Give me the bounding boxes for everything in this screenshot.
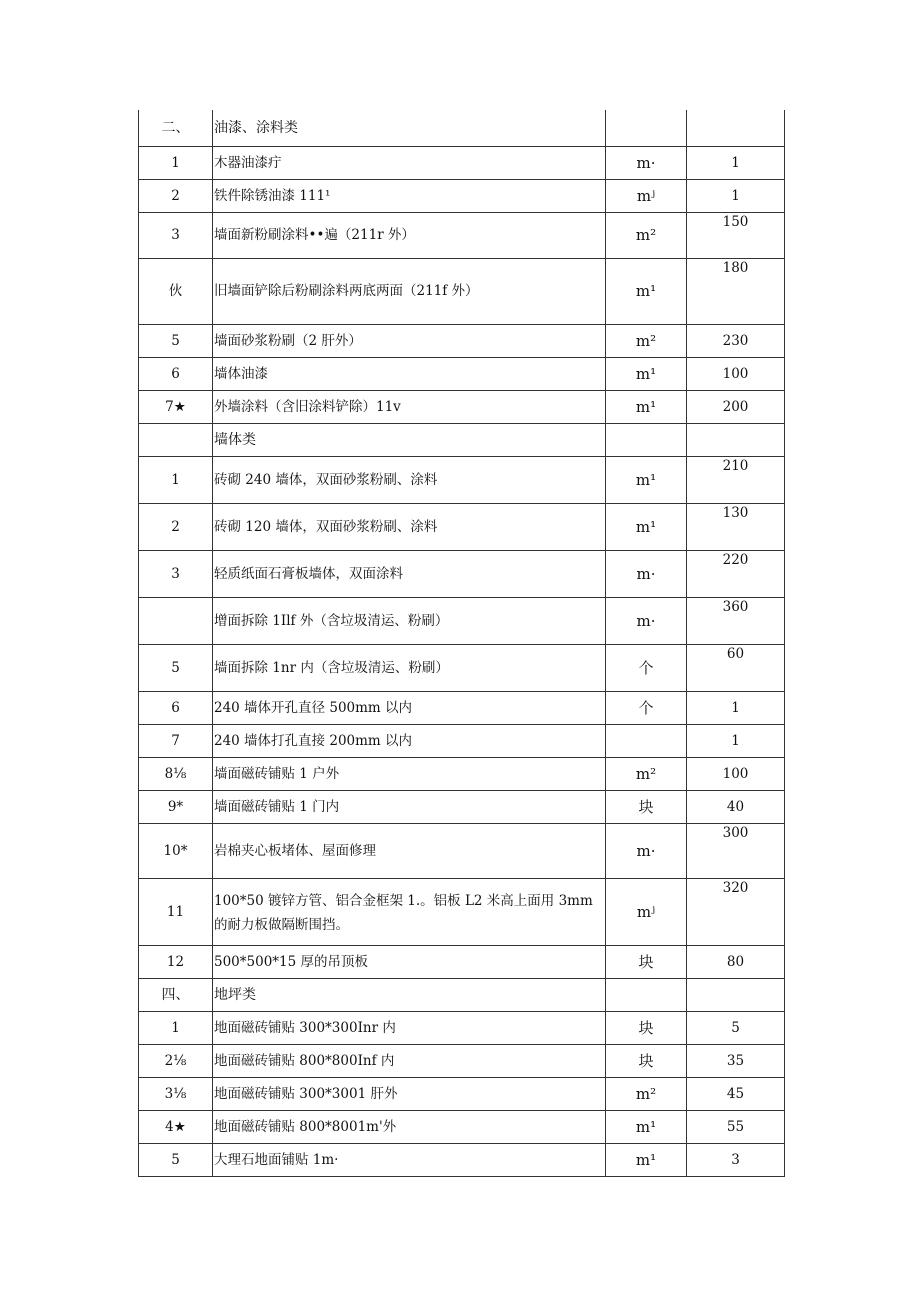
item-quantity-text: 1 [731,699,740,716]
item-description-text: 墙面磁砖铺贴 1 门内 [214,798,340,815]
item-quantity-text: 320 [722,879,749,896]
item-number-text: 5 [171,1151,180,1168]
item-description-text: 墙体类 [214,431,256,448]
item-description [213,691,606,724]
item-number-text: 8⅛ [164,765,187,782]
item-unit [606,878,687,945]
item-quantity [687,823,785,878]
item-quantity-text: 200 [722,398,749,415]
item-unit-text: 个 [638,698,654,717]
item-number-text: 1 [171,471,180,488]
item-number [139,644,213,691]
item-unit-text: mʲ [636,186,656,205]
item-description [213,212,606,258]
item-unit-text: m¹ [635,1117,657,1136]
item-description [213,1110,606,1143]
item-unit [606,110,687,146]
item-quantity [687,945,785,978]
table-row [139,423,785,456]
item-quantity [687,757,785,790]
item-description [213,644,606,691]
item-unit-text: m· [636,564,656,583]
item-description-text: 地坪类 [214,986,256,1003]
table-row [139,790,785,823]
item-number-text: 1 [171,154,180,171]
item-unit [606,1143,687,1176]
table-row [139,503,785,550]
item-description-text: 油漆、涂料类 [214,119,298,136]
item-number [139,550,213,597]
item-description-text: 铁件除锈油漆 111¹ [214,187,331,204]
item-number-text: 1 [171,1019,180,1036]
item-description-text: 墙面磁砖铺贴 1 户外 [214,765,340,782]
item-quantity [687,878,785,945]
item-quantity [687,1077,785,1110]
item-description-text: 500*500*15 厚的吊顶板 [214,953,369,970]
item-unit-text: m² [635,226,657,244]
item-description-text: 旧墙面铲除后粉刷涂料两底两面（211f 外） [214,283,479,299]
item-unit [606,212,687,258]
item-quantity [687,724,785,757]
table-row [139,978,785,1011]
item-unit [606,644,687,691]
item-description-text: 100*50 镀锌方管、铝合金框架 1.。铝板 L2 米高上面用 3mm 的耐力板做隔断围挡。 [214,892,593,933]
item-number [139,179,213,212]
table-row [139,212,785,258]
item-quantity-text: 150 [722,213,749,230]
item-number [139,258,213,324]
item-description-text: 墙面新粉刷涂料••遍（211r 外） [214,227,415,243]
item-quantity-text: 1 [731,187,740,204]
item-description-text: 外墙涂料（含旧涂料铲除）11v [214,398,401,415]
item-number [139,110,213,146]
item-description-text: 地面磁砖铺贴 800*8001m'外 [214,1118,397,1135]
item-description [213,1011,606,1044]
item-quantity-text: 130 [722,504,749,521]
table-row [139,757,785,790]
item-quantity [687,790,785,823]
item-number-text: 2 [171,187,180,204]
item-description [213,423,606,456]
table-row [139,146,785,179]
item-number-text: 3 [171,565,180,582]
item-number [139,790,213,823]
item-quantity [687,550,785,597]
item-number [139,878,213,945]
item-description-text: 大理石地面铺贴 1m· [214,1151,339,1168]
item-number-text: 5 [171,332,180,349]
item-unit [606,1110,687,1143]
item-unit-text: m· [636,841,656,860]
item-unit [606,597,687,644]
item-quantity-text: 100 [722,365,749,382]
item-number [139,456,213,503]
item-quantity-text: 220 [722,551,749,568]
item-number-text: 12 [166,953,185,970]
item-quantity [687,1110,785,1143]
table-body [139,110,785,1176]
table-row [139,456,785,503]
item-number [139,146,213,179]
item-number-text: 3⅛ [164,1085,187,1102]
item-description [213,258,606,324]
item-number-text: 5 [171,659,180,676]
table-row [139,550,785,597]
item-unit-text: 块 [638,1018,654,1037]
item-unit-text: m· [636,611,656,630]
item-unit-text: 块 [638,952,654,971]
item-unit [606,390,687,423]
table-row [139,724,785,757]
item-number [139,691,213,724]
quantity-table [138,110,785,1177]
item-description-text: 木器油漆疔 [214,154,282,171]
table-row [139,878,785,945]
item-unit [606,503,687,550]
table-row [139,179,785,212]
item-number-text: 7 [171,732,180,749]
item-unit-text: m¹ [635,397,657,416]
item-description [213,390,606,423]
table-row [139,1044,785,1077]
item-number [139,1011,213,1044]
item-description-text: 地面磁砖铺贴 800*800Inf 内 [214,1052,395,1069]
item-description-text: 240 墙体开孔直径 500mm 以内 [214,699,413,716]
item-description [213,1044,606,1077]
item-number [139,1143,213,1176]
item-number [139,357,213,390]
item-quantity [687,503,785,550]
item-quantity [687,212,785,258]
item-quantity-text: 1 [731,732,740,749]
item-unit [606,1077,687,1110]
item-unit-text: m¹ [635,1150,657,1169]
item-quantity [687,456,785,503]
item-description [213,324,606,357]
item-number [139,724,213,757]
item-quantity-text: 300 [722,824,749,841]
item-number [139,823,213,878]
item-number [139,390,213,423]
item-unit [606,456,687,503]
item-unit-text: 块 [638,797,654,816]
item-unit-text: m¹ [635,364,657,383]
item-unit [606,550,687,597]
item-description [213,945,606,978]
item-unit [606,146,687,179]
item-description-text: 砖砌 240 墙体，双面砂浆粉刷、涂料 [214,471,438,488]
item-quantity-text: 210 [722,457,749,474]
item-quantity-text: 80 [726,953,745,970]
item-unit-text: m² [635,331,657,350]
item-quantity-text: 100 [722,765,749,782]
item-quantity [687,324,785,357]
item-unit [606,258,687,324]
table-row [139,823,785,878]
item-description-text: 轻质纸面石膏板墙体，双面涂料 [214,565,403,582]
item-unit [606,945,687,978]
table-row [139,644,785,691]
item-unit [606,1011,687,1044]
item-quantity [687,1143,785,1176]
item-number-text: 6 [171,699,180,716]
item-quantity [687,644,785,691]
table-row [139,258,785,324]
item-quantity-text: 60 [726,645,745,662]
item-number [139,212,213,258]
item-quantity-text: 230 [722,332,749,349]
item-description-text: 240 墙体打孔直接 200mm 以内 [214,732,413,749]
item-quantity [687,1011,785,1044]
item-number-text: 二、 [161,119,190,136]
item-number [139,757,213,790]
item-description [213,357,606,390]
item-description-text: 增面拆除 1Ilf 外（含垃圾清运、粉刷） [214,612,449,629]
item-quantity-text: 180 [722,259,749,276]
item-description [213,724,606,757]
item-quantity [687,978,785,1011]
item-description-text: 砖砌 120 墙体，双面砂浆粉刷、涂料 [214,518,438,535]
item-number-text: 3 [171,227,180,243]
item-quantity [687,179,785,212]
item-quantity [687,258,785,324]
item-unit-text: mʲ [636,902,656,921]
item-quantity [687,423,785,456]
item-quantity [687,390,785,423]
table-row [139,1143,785,1176]
item-quantity-text: 360 [722,598,749,615]
item-number [139,324,213,357]
item-number-text: 9* [167,798,184,815]
item-description [213,597,606,644]
item-number-text: 10* [163,842,188,859]
table-row [139,945,785,978]
item-number-text: 4★ [165,1118,186,1135]
item-description-text: 岩棉夹心板堵体、屋面修理 [214,842,376,859]
item-description [213,878,606,945]
item-number [139,945,213,978]
item-quantity [687,146,785,179]
item-description [213,1077,606,1110]
item-description [213,978,606,1011]
item-number-text: 6 [171,365,180,382]
item-quantity [687,691,785,724]
item-number [139,503,213,550]
item-number-text: 2 [171,518,180,535]
item-description-text: 墙面砂浆粉刷（2 肝外） [214,332,362,349]
item-unit-text: m¹ [635,517,657,536]
item-quantity-text: 45 [726,1085,745,1102]
item-number [139,978,213,1011]
item-description [213,146,606,179]
item-description-text: 墙面拆除 1nr 内（含垃圾清运、粉刷） [214,659,449,676]
item-unit [606,179,687,212]
item-description [213,790,606,823]
item-number [139,597,213,644]
item-unit [606,357,687,390]
item-number [139,1044,213,1077]
item-unit [606,790,687,823]
table-row [139,324,785,357]
item-description [213,757,606,790]
table-row [139,691,785,724]
item-unit-text: m· [636,153,656,172]
item-number-text: 伙 [168,283,183,299]
item-quantity-text: 40 [726,798,745,815]
table-row [139,357,785,390]
item-unit [606,1044,687,1077]
item-description-text: 地面磁砖铺贴 300*3001 肝外 [214,1085,398,1102]
item-quantity [687,357,785,390]
item-description [213,550,606,597]
item-description-text: 地面磁砖铺贴 300*300Inr 内 [214,1019,396,1036]
item-description [213,456,606,503]
item-description-text: 墙体油漆 [214,365,268,382]
item-quantity-text: 35 [726,1052,745,1069]
table-row [139,1110,785,1143]
item-description [213,823,606,878]
item-unit-text: m¹ [635,470,657,489]
table-row [139,390,785,423]
item-unit [606,423,687,456]
item-quantity [687,1044,785,1077]
item-description [213,110,606,146]
item-unit [606,724,687,757]
item-unit [606,324,687,357]
item-quantity-text: 3 [731,1151,740,1168]
item-unit [606,757,687,790]
item-unit-text: m² [635,1084,657,1103]
item-quantity-text: 55 [726,1118,745,1135]
item-unit [606,823,687,878]
item-number-text: 11 [166,903,185,920]
item-description [213,1143,606,1176]
table-row [139,597,785,644]
table-row [139,110,785,146]
item-unit-text: 个 [638,658,654,677]
item-unit [606,691,687,724]
item-number [139,1077,213,1110]
item-number-text: 四、 [161,986,190,1003]
item-number-text: 2⅛ [164,1052,187,1069]
item-number [139,423,213,456]
item-quantity-text: 5 [731,1019,740,1036]
item-number [139,1110,213,1143]
item-quantity [687,110,785,146]
item-description [213,179,606,212]
item-unit [606,978,687,1011]
item-unit-text: 块 [638,1051,654,1070]
item-description [213,503,606,550]
item-unit-text: m² [635,764,657,783]
item-unit-text: m¹ [635,282,657,300]
item-number-text: 7★ [165,398,186,415]
table-row [139,1077,785,1110]
item-quantity [687,597,785,644]
table-row [139,1011,785,1044]
item-quantity-text: 1 [731,154,740,171]
